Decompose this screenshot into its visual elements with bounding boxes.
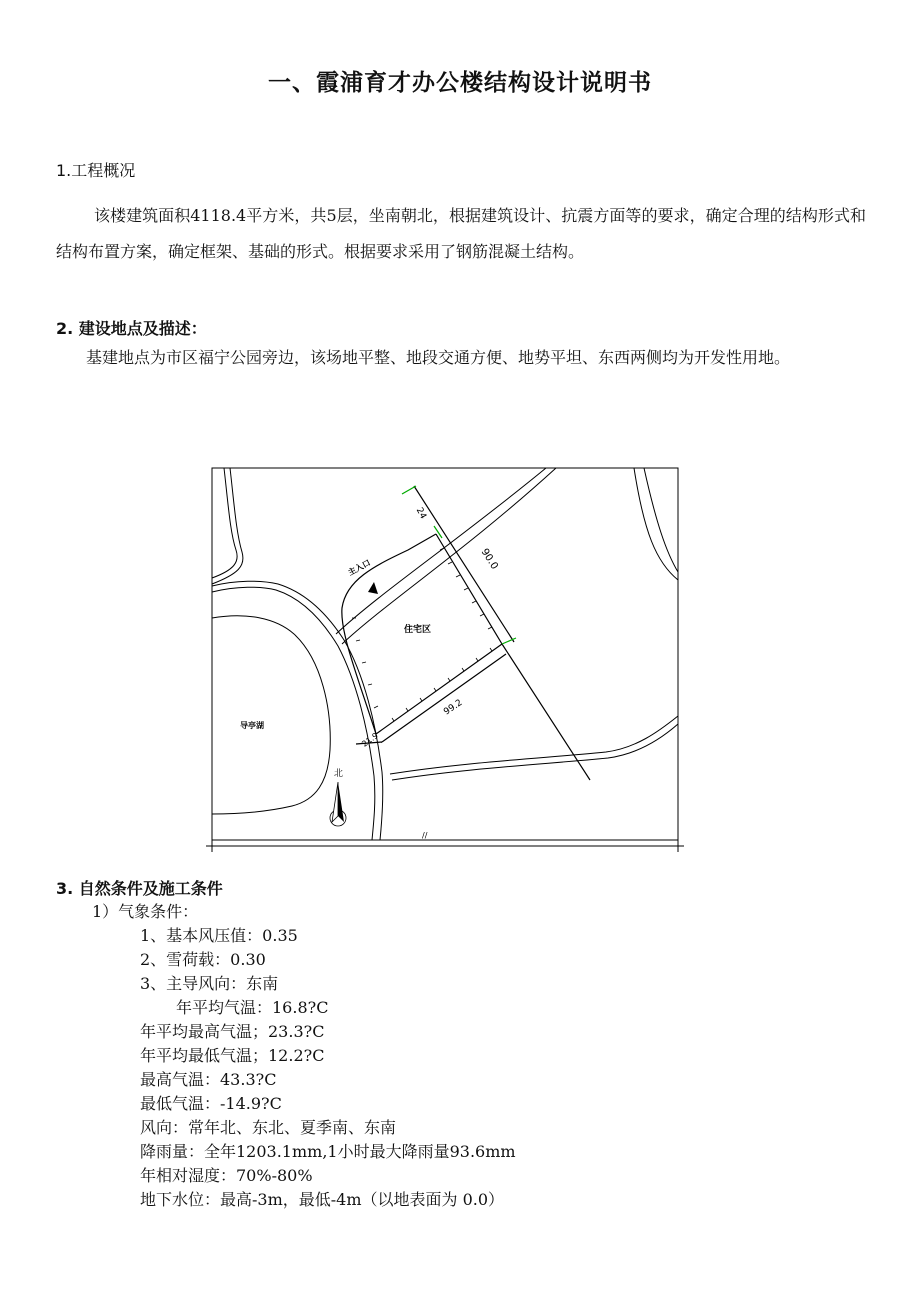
site-plan-drawing	[206, 462, 686, 852]
condition-line: 年平均气温：16.8?C	[176, 998, 329, 1017]
condition-line: 风向：常年北、东北、夏季南、东南	[140, 1118, 397, 1137]
dim-bottom: 99.2	[442, 697, 465, 718]
road-lines	[212, 468, 678, 840]
condition-line: 年平均最高气温；23.3?C	[140, 1022, 325, 1041]
section-1-heading: 1.工程概况	[56, 161, 136, 180]
north-label: 北	[334, 769, 344, 779]
condition-line: 3、主导风向：东南	[140, 974, 279, 993]
entrance-arrow-icon	[368, 582, 378, 594]
dim-right: 90.0	[478, 546, 500, 572]
condition-line: 年相对湿度：70%-80%	[140, 1166, 313, 1185]
dim-top: 24	[413, 506, 428, 521]
condition-line: 降雨量：全年1203.1mm,1小时最大降雨量93.6mm	[140, 1142, 516, 1161]
condition-line: 最高气温：43.3?C	[140, 1070, 277, 1089]
section-3-sub1: 1）气象条件：	[92, 902, 199, 921]
document-title: 一、霞浦育才办公楼结构设计说明书	[268, 70, 652, 96]
condition-line: 最低气温：-14.9?C	[140, 1094, 282, 1113]
plan-frame	[206, 468, 684, 852]
section-2-heading: 2. 建设地点及描述：	[56, 319, 207, 338]
plan-mark: //	[422, 831, 428, 840]
dim-corner: 21.9	[360, 731, 380, 749]
label-lake: 导亭湖	[240, 721, 264, 730]
section-1-body: 该楼建筑面积4118.4平方米，共5层，坐南朝北，根据建筑设计、抗震方面等的要求，确定合理的结构形式和结构布置方案，确定框架、基础的形式。根据要求采用了钢筋混凝土结构。	[56, 206, 866, 261]
condition-line: 2、雪荷载：0.30	[140, 950, 266, 969]
condition-line: 年平均最低气温；12.2?C	[140, 1046, 325, 1065]
section-3-heading: 3. 自然条件及施工条件	[56, 879, 223, 898]
north-arrow-icon	[330, 782, 346, 826]
label-residential: 住宅区	[404, 625, 432, 635]
label-entrance: 主入口	[346, 558, 373, 578]
condition-line: 地下水位：最高-3m，最低-4m（以地表面为 0.0）	[140, 1190, 505, 1209]
condition-line: 1、基本风压值：0.35	[140, 926, 298, 945]
section-2-body: 基建地点为市区福宁公园旁边，该场地平整、地段交通方便、地势平坦、东西两侧均为开发性用地。	[86, 348, 791, 367]
site-boundary	[342, 486, 590, 780]
